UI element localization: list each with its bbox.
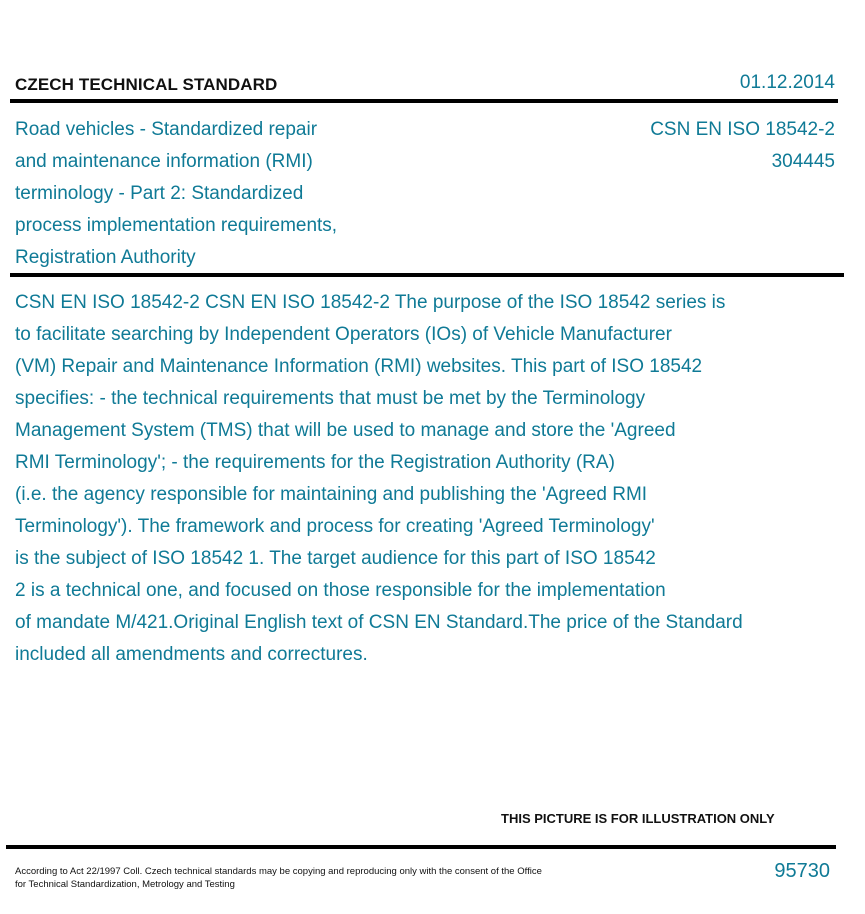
description-line: RMI Terminology'; - the requirements for the Registration Authority (RA) <box>15 452 615 473</box>
title-divider <box>10 273 844 277</box>
description-line: of mandate M/421.Original English text of CSN EN Standard.The price of the Standard <box>15 612 743 633</box>
standard-code: CSN EN ISO 18542-2 <box>650 119 835 140</box>
description-line: Terminology'). The framework and process for creating 'Agreed Terminology' <box>15 516 655 537</box>
description-line: Management System (TMS) that will be used to manage and store the 'Agreed <box>15 420 676 441</box>
description-line: (VM) Repair and Maintenance Information (RMI) websites. This part of ISO 18542 <box>15 356 703 377</box>
standard-title-line: process implementation requirements, <box>15 215 338 236</box>
standard-title-line: Registration Authority <box>15 247 196 268</box>
footer-divider <box>6 845 836 849</box>
description-line: (i.e. the agency responsible for maintaining and publishing the 'Agreed RMI <box>15 484 648 505</box>
description-line: specifies: - the technical requirements that must be met by the Terminology <box>15 388 646 409</box>
standard-identifier <box>650 114 835 178</box>
document-header-title: CZECH TECHNICAL STANDARD <box>15 75 278 94</box>
standard-description <box>15 287 845 671</box>
catalog-number: 304445 <box>771 151 835 172</box>
legal-notice <box>15 865 542 891</box>
page-number: 95730 <box>774 860 830 882</box>
description-line: to facilitate searching by Independent Operators (IOs) of Vehicle Manufacturer <box>15 324 672 345</box>
description-line: included all amendments and correctures. <box>15 644 368 665</box>
description-line: 2 is a technical one, and focused on those responsible for the implementation <box>15 580 666 601</box>
header-divider <box>10 99 838 103</box>
document-date: 01.12.2014 <box>739 72 835 93</box>
illustration-notice: THIS PICTURE IS FOR ILLUSTRATION ONLY <box>501 811 775 826</box>
standard-title-line: and maintenance information (RMI) <box>15 151 313 172</box>
description-line: is the subject of ISO 18542 1. The target audience for this part of ISO 18542 <box>15 548 656 569</box>
description-line: CSN EN ISO 18542-2 CSN EN ISO 18542-2 The purpose of the ISO 18542 series is <box>15 292 726 313</box>
standard-title <box>15 114 415 274</box>
standard-title-line: Road vehicles - Standardized repair <box>15 119 318 140</box>
legal-notice-line: According to Act 22/1997 Coll. Czech technical standards may be copying and reproducing only with the consent of the Office <box>15 866 542 877</box>
legal-notice-line: for Technical Standardization, Metrology and Testing <box>15 879 235 890</box>
standard-title-line: terminology - Part 2: Standardized <box>15 183 304 204</box>
